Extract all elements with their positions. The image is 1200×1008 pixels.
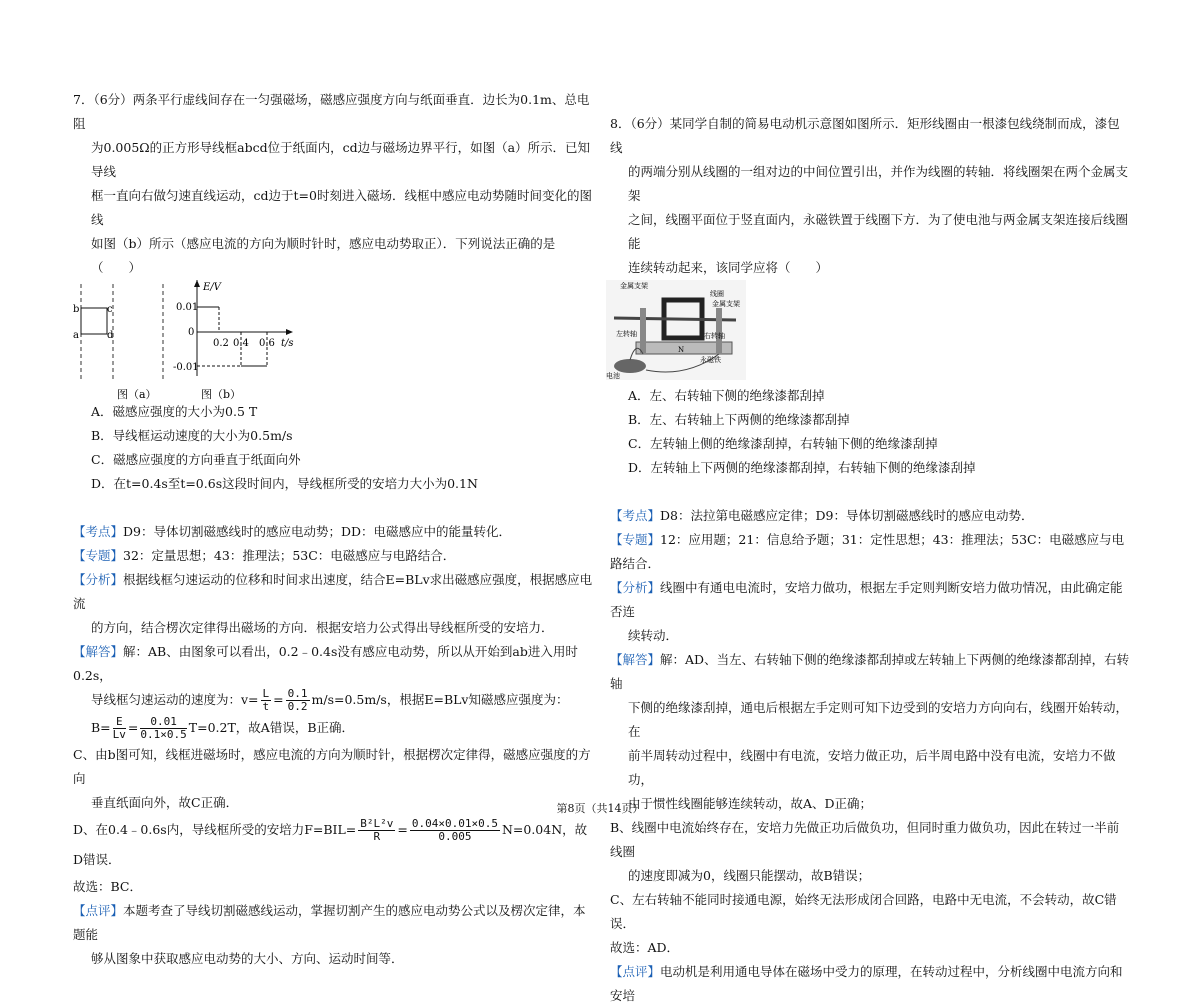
q8-fenxi-2: 续转动． [628, 628, 679, 643]
label-b: b [73, 304, 80, 315]
frac-den: Lv [112, 728, 126, 741]
page-footer: 第8页（共14页） [556, 802, 644, 815]
t-tick-3: 0.6 [259, 338, 275, 349]
jieda-text-1: 解：AD、当左、右转轴下侧的绝缘漆都刮掉或左转轴上下两侧的绝缘漆都刮掉，右转轴 [610, 652, 1130, 691]
q7-stem-line-4: 如图（b）所示（感应电流的方向为顺时针时，感应电动势取正）．下列说法正确的是（ ） [91, 236, 556, 275]
equals: = [273, 692, 284, 707]
caption-b: 图（b） [201, 388, 242, 400]
q7-kaodian [73, 520, 593, 544]
label-right-axle: 右转轴 [704, 332, 725, 340]
q8-fenxi [610, 576, 1130, 624]
frac-num: 0.01 [140, 716, 186, 729]
fenxi-text-1: 线圈中有通电电流时，安培力做功，根据左手定则判断安培力做功情况，由此确定能否连 [610, 580, 1123, 619]
q8-stem-line-2: 的两端分别从线圈的一组对边的中间位置引出，并作为线圈的转轴．将线圈架在两个金属支架 [628, 164, 1129, 203]
frac-den: t [262, 700, 270, 713]
q8-stem-line-1: 8．（6分）某同学自制的简易电动机示意图如图所示．矩形线圈由一根漆包线绕制而成，漆包线 [610, 116, 1120, 155]
q8-jieda-b-1: B、线圈中电流始终存在，安培力先做正功后做负功，但同时重力做负功，因此在转过一半前线圈 [610, 820, 1120, 859]
q8-figure [606, 280, 1130, 384]
q7-stem-line-2: 为0.005Ω的正方形导线框abcd位于纸面内，cd边与磁场边界平行，如图（a）所示．已知导线 [91, 140, 591, 179]
jieda-text-1: 解：AB、由图象可以看出，0.2﹣0.4s没有感应电动势，所以从开始到ab进入用时0.2s， [73, 644, 578, 683]
q8-zhuanti [610, 528, 1130, 576]
q7-option-c: C．磁感应强度的方向垂直于纸面向外 [91, 452, 301, 467]
q8-jieda-4: 由于惯性线圈能够连续转动，故A、D正确； [628, 796, 873, 811]
label-bracket-2: 金属支架 [712, 300, 740, 308]
y-tick-top: 0.01 [176, 302, 199, 313]
d-prefix: D、在0.4﹣0.6s内，导线框所受的安培力F=BIL= [73, 822, 357, 837]
q8-jieda-b-2: 的速度即减为0，线圈只能摆动，故B错误； [628, 868, 871, 883]
q7-option-d: D．在t=0.4s至t=0.6s这段时间内，导线框所受的安培力大小为0.1N [91, 476, 478, 491]
q8-option-a: A．左、右转轴下侧的绝缘漆都刮掉 [628, 388, 825, 403]
dianping-text-1: 电动机是利用通电导体在磁场中受力的原理，在转动过程中，分析线圈中电流方向和安培 [610, 964, 1123, 1003]
jieda-tag: 【解答】 [73, 644, 124, 659]
q8-jieda-c: C、左右转轴不能同时接通电源，始终无法形成闭合回路，电路中无电流，不会转动，故C错误． [610, 892, 1117, 931]
frac-den: R [373, 830, 381, 843]
q8-option-d: D．左转轴上下两侧的绝缘漆都刮掉，右转轴下侧的绝缘漆刮掉 [628, 460, 976, 475]
q7-option-a: A．磁感应强度的大小为0.5 T [91, 404, 258, 419]
equals: = [127, 720, 139, 735]
q7-figures [73, 280, 593, 400]
y-tick-zero: 0 [188, 327, 195, 338]
frac-den: 0.2 [287, 700, 308, 713]
q7-zhuanti [73, 544, 593, 568]
q7-fenxi-2: 的方向，结合楞次定律得出磁场的方向．根据安培力公式得出导线框所受的安培力． [91, 620, 554, 635]
frac-num: E [113, 716, 126, 729]
label-bracket-1: 金属支架 [620, 282, 648, 290]
label-n-pole: N [678, 346, 685, 354]
q8-stem-line-4: 连续转动起来，该同学应将（ ） [628, 260, 829, 275]
right-bracket [716, 308, 722, 354]
label-magnet: 永磁铁 [700, 356, 721, 364]
velocity-prefix: 导线框匀速运动的速度为：v= [91, 692, 259, 707]
q7-jieda-c-2: 垂直纸面向外，故C正确． [91, 795, 239, 810]
d-suffix: N=0.04N，故D错误． [73, 822, 588, 867]
q8-jieda [610, 648, 1130, 696]
frac-l-over-t [261, 688, 272, 713]
zhuanti-text: 12：应用题；21：信息给予题；31：定性思想；43：推理法；53C：电磁感应与电路结合． [610, 532, 1125, 571]
caption-a: 图（a） [117, 388, 157, 400]
equals: = [397, 822, 408, 837]
velocity-suffix: m/s=0.5m/s，根据E=BLv知磁感应强度为： [311, 692, 569, 707]
motor-illustration [606, 280, 746, 380]
q8-answer: 故选：AD． [610, 940, 680, 955]
q7-jieda-velocity [73, 688, 593, 713]
q7-option-b: B．导线框运动速度的大小为0.5m/s [91, 428, 293, 443]
dianping-tag: 【点评】 [610, 964, 661, 979]
label-battery: 电池 [606, 372, 620, 380]
e-axis-label: E/V [203, 282, 221, 293]
label-a: a [73, 330, 79, 341]
q8-stem-line-3: 之间，线圈平面位于竖直面内，永磁铁置于线圈下方．为了使电池与两金属支架连接后线圈能 [628, 212, 1129, 251]
frac-force-formula [358, 818, 395, 843]
q7-fenxi [73, 568, 593, 616]
wire-frame [81, 308, 107, 334]
fenxi-tag: 【分析】 [73, 572, 124, 587]
kaodian-text: D8：法拉第电磁感应定律；D9：导体切割磁感线时的感应电动势． [660, 508, 1034, 523]
zhuanti-tag: 【专题】 [610, 532, 661, 547]
t-axis-arrow [286, 329, 293, 335]
question-7 [73, 88, 593, 971]
t-tick-1: 0.2 [213, 338, 229, 349]
q8-kaodian [610, 504, 1130, 528]
battery [614, 359, 646, 373]
kaodian-tag: 【考点】 [610, 508, 661, 523]
frac-force-values [410, 818, 500, 843]
label-coil: 线圈 [710, 290, 724, 298]
q8-option-c: C．左转轴上侧的绝缘漆刮掉，右转轴下侧的绝缘漆刮掉 [628, 436, 938, 451]
fenxi-tag: 【分析】 [610, 580, 661, 595]
q8-jieda-2: 下侧的绝缘漆刮掉，通电后根据左手定则可知下边受到的安培力方向向右，线圈开始转动，在 [628, 700, 1129, 739]
q7-jieda-c-1: C、由b图可知，线框进磁场时，感应电流的方向为顺时针，根据楞次定律得，磁感应强度的方向 [73, 747, 591, 786]
q7-stem-line-3: 框一直向右做匀速直线运动，cd边于t=0时刻进入磁场．线框中感应电动势随时间变化的图线 [91, 188, 592, 227]
q7-dianping-2: 够从图象中获取感应电动势的大小、方向、运动时间等． [91, 951, 404, 966]
frac-num: B²L²v [360, 817, 394, 830]
jieda-tag: 【解答】 [610, 652, 661, 667]
zhuanti-tag: 【专题】 [73, 548, 124, 563]
frac-b-values [140, 716, 186, 741]
e-axis-arrow [194, 280, 200, 287]
label-d: d [107, 330, 114, 341]
q7-dianping [73, 899, 593, 947]
frac-num: 0.1 [287, 687, 308, 700]
q7-answer: 故选：BC． [73, 879, 142, 894]
q7-jieda-d [73, 815, 593, 875]
t-axis-label: t/s [281, 338, 294, 349]
dianping-text-1: 本题考查了导线切割磁感线运动，掌握切割产生的感应电动势公式以及楞次定律，本题能 [73, 903, 586, 942]
frac-num: L [262, 687, 270, 700]
frac-den: 0.005 [438, 830, 472, 843]
kaodian-tag: 【考点】 [73, 524, 124, 539]
label-left-axle: 左转轴 [616, 330, 637, 338]
q7-stem-line-1: 7．（6分）两条平行虚线间存在一匀强磁场，磁感应强度方向与纸面垂直．边长为0.1m、总电阻 [73, 92, 590, 131]
dianping-tag: 【点评】 [73, 903, 124, 918]
b-prefix: B= [91, 720, 111, 735]
b-suffix: T=0.2T，故A错误，B正确． [188, 720, 355, 735]
q7-figure-a [73, 280, 333, 400]
frac-e-over-lv [113, 716, 126, 741]
frac-num: 0.04×0.01×0.5 [411, 817, 498, 830]
left-bracket [640, 308, 646, 354]
question-8 [606, 112, 1130, 1008]
q8-dianping [610, 960, 1130, 1008]
fenxi-text-1: 根据线框匀速运动的位移和时间求出速度，结合E=BLv求出磁感应强度，根据感应电流 [73, 572, 593, 611]
y-tick-bottom: -0.01 [173, 362, 199, 373]
frac-velocity-values [286, 688, 310, 713]
kaodian-text: D9：导体切割磁感线时的感应电动势；DD：电磁感应中的能量转化． [123, 524, 512, 539]
q7-jieda [73, 640, 593, 688]
label-c: c [107, 304, 113, 315]
frac-den: 0.1×0.5 [140, 728, 187, 741]
t-tick-2: 0.4 [233, 338, 249, 349]
q8-jieda-3: 前半周转动过程中，线圈中有电流，安培力做正功，后半周电路中没有电流，安培力不做功， [628, 748, 1116, 787]
q8-option-b: B．左、右转轴上下两侧的绝缘漆都刮掉 [628, 412, 850, 427]
q7-jieda-b [73, 713, 593, 743]
zhuanti-text: 32：定量思想；43：推理法；53C：电磁感应与电路结合． [123, 548, 456, 563]
